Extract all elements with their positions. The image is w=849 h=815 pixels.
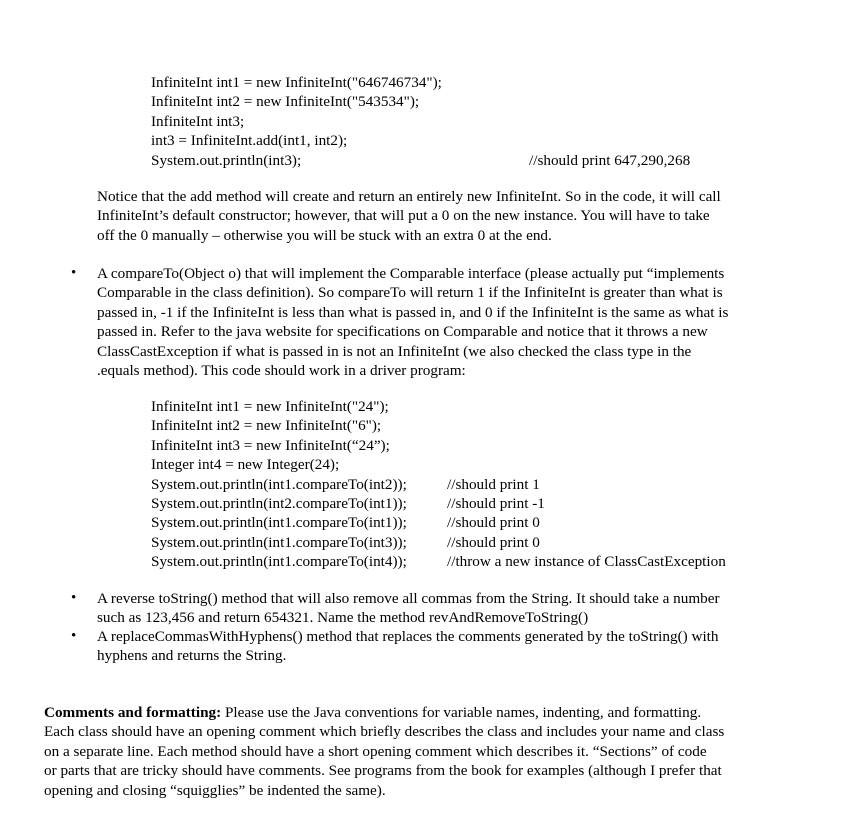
code-line: Integer int4 = new Integer(24); <box>151 456 340 474</box>
code-line <box>151 513 540 532</box>
paragraph-text: Please use the Java conventions for variable names, indenting, and formatting. <box>221 704 702 721</box>
paragraph-line: ClassCastException if what is passed in is not an InfiniteInt (we also checked the class type in the <box>97 342 692 360</box>
code-line <box>151 151 691 170</box>
paragraph-line: passed in, -1 if the InfiniteInt is less than what is passed in, and 0 if the InfiniteInt is the same as what is <box>97 303 729 321</box>
paragraph-line: A replaceCommasWithHyphens() method that replaces the comments generated by the toString() with <box>97 628 719 645</box>
notice-paragraph <box>97 187 721 245</box>
paragraph-line: such as 123,456 and return 654321. Name the method revAndRemoveToString() <box>97 609 589 627</box>
code-line: InfiniteInt int2 = new InfiniteInt("543534"); <box>151 93 420 111</box>
paragraph-line: Each class should have an opening comment which briefly describes the class and includes your name and class <box>44 723 725 741</box>
paragraph-line: opening and closing “squigglies” be indented the same). <box>44 781 386 799</box>
code-comment: //should print 1 <box>447 475 540 493</box>
code-line: InfiniteInt int1 = new InfiniteInt("24"); <box>151 398 389 415</box>
code-line <box>151 552 726 571</box>
paragraph-line: Comparable in the class definition). So compareTo will return 1 if the InfiniteInt is greater than what is <box>97 284 723 302</box>
code-text: System.out.println(int1.compareTo(int4)); <box>151 553 407 571</box>
paragraph-line <box>44 703 724 722</box>
paragraph-line: A compareTo(Object o) that will implement the Comparable interface (please actually put “implements <box>97 265 725 282</box>
code-text: System.out.println(int3); <box>151 151 302 169</box>
code-comment: //should print -1 <box>447 495 545 513</box>
code-text: System.out.println(int1.compareTo(int3)); <box>151 533 407 551</box>
code-line: InfiniteInt int3; <box>151 112 245 130</box>
code-line: InfiniteInt int3 = new InfiniteInt(“24”); <box>151 436 390 454</box>
paragraph-line: or parts that are tricky should have comments. See programs from the book for examples (although I prefer that <box>44 762 722 780</box>
paragraph-line: InfiniteInt’s default constructor; however, that will put a 0 on the new instance. You will have to take <box>97 207 710 225</box>
paragraph-line: A reverse toString() method that will also remove all commas from the String. It should take a number <box>97 590 720 607</box>
code-line <box>151 533 540 552</box>
code-text: System.out.println(int1.compareTo(int2)); <box>151 475 407 493</box>
code-block-add <box>151 73 691 170</box>
bullet-reverse-to-string <box>97 589 720 628</box>
paragraph-line: off the 0 manually – otherwise you will be stuck with an extra 0 at the end. <box>97 226 552 244</box>
code-line: InfiniteInt int2 = new InfiniteInt("6"); <box>151 417 382 435</box>
paragraph-line: hyphens and returns the String. <box>97 647 287 665</box>
code-text: System.out.println(int1.compareTo(int1)); <box>151 514 407 532</box>
section-heading: Comments and formatting: <box>44 704 222 721</box>
code-line: InfiniteInt int1 = new InfiniteInt("646746734"); <box>151 74 442 91</box>
code-line: int3 = InfiniteInt.add(int1, int2); <box>151 132 348 150</box>
bullet-icon: • <box>71 265 77 281</box>
code-line <box>151 475 540 494</box>
code-comment: //throw a new instance of ClassCastException <box>447 553 726 571</box>
code-comment: //should print 0 <box>447 533 540 551</box>
paragraph-line: passed in. Refer to the java website for specifications on Comparable and notice that it throws a new <box>97 323 708 341</box>
code-comment: //should print 0 <box>447 514 540 532</box>
bullet-replace-commas <box>97 627 718 666</box>
comments-formatting-section <box>44 703 724 800</box>
bullet-icon: • <box>71 628 77 644</box>
paragraph-line: .equals method). This code should work in a driver program: <box>97 362 466 380</box>
code-block-compare <box>151 397 726 572</box>
paragraph-line: Notice that the add method will create and return an entirely new InfiniteInt. So in the code, it will call <box>97 188 721 205</box>
paragraph-line: on a separate line. Each method should have a short opening comment which describes it. “Sections” of code <box>44 742 707 760</box>
bullet-icon: • <box>71 590 77 606</box>
code-line <box>151 494 545 513</box>
code-text: System.out.println(int2.compareTo(int1)); <box>151 495 407 513</box>
bullet-compare-to <box>97 264 728 380</box>
code-comment: //should print 647,290,268 <box>529 151 691 169</box>
